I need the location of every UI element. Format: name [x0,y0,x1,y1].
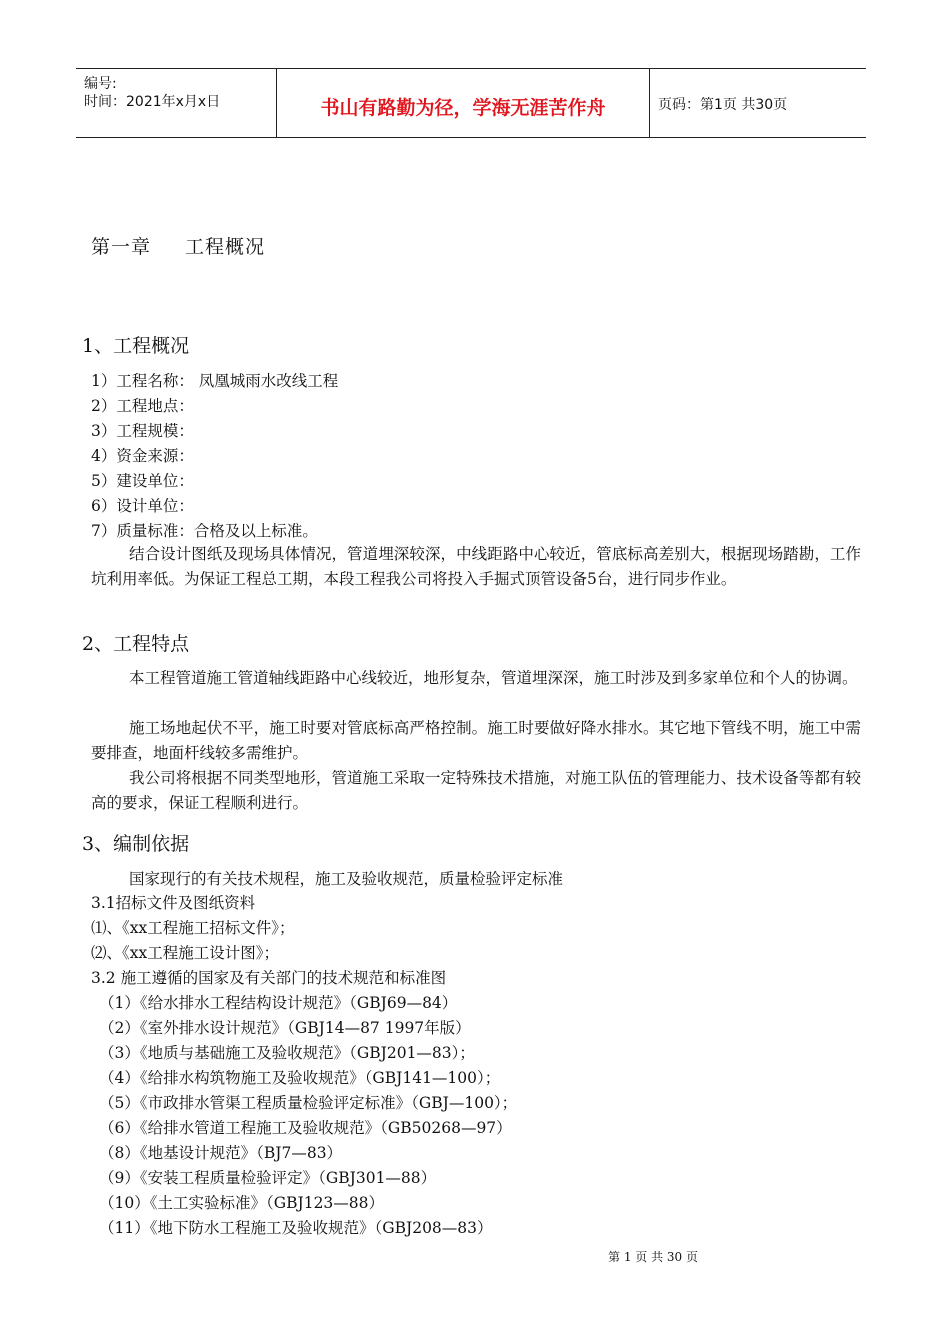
project-item: 4）资金来源： [91,447,194,465]
section-heading-1: 1、工程概况 [82,335,190,357]
project-item: 2）工程地点： [91,397,194,415]
project-item: 6）设计单位： [91,497,194,515]
section1-paragraph: 结合设计图纸及现场具体情况，管道埋深较深，中线距路中心较近，管底标高差别大，根据现场踏勘，工作坑利用率低。为保证工程总工期，本段工程我公司将投入手掘式顶管设备5台，进行同步作业。 [91,545,861,588]
section2-paragraph: 我公司将根据不同类型地形，管道施工采取一定特殊技术措施，对施工队伍的管理能力、技术设备等都有较高的要求，保证工程顺利进行。 [91,769,861,812]
section2-paragraph: 本工程管道施工管道轴线距路中心线较近，地形复杂，管道埋深深，施工时涉及到多家单位和个人的协调。 [129,669,858,687]
section3-intro: 国家现行的有关技术规程，施工及验收规范，质量检验评定标准 [129,870,564,888]
standard-item: （11）《地下防水工程施工及验收规范》（GBJ208—83） [99,1219,493,1237]
chapter-name: 工程概况 [185,236,266,258]
section-heading-2: 2、工程特点 [82,633,190,655]
project-item: 5）建设单位： [91,472,194,490]
standard-item: （8）《地基设计规范》（BJ7—83） [99,1144,343,1162]
standard-item: （6）《给排水管道工程施工及验收规范》（GB50268—97） [99,1119,512,1137]
subsection-3-1: 3.1招标文件及图纸资料 [91,894,256,912]
standard-item: （3）《地质与基础施工及验收规范》（GBJ201—83）； [99,1044,475,1062]
section2-paragraph: 施工场地起伏不平，施工时要对管底标高严格控制。施工时要做好降水排水。其它地下管线不明，施工中需要排查，地面杆线较多需维护。 [91,719,861,762]
standard-item: （2）《室外排水设计规范》（GBJ14—87 1997年版） [99,1019,471,1037]
project-item: 1）工程名称： 凤凰城雨水改线工程 [91,372,339,390]
header-center-cell [277,69,650,137]
document-number-label: 编号: [84,76,117,92]
page-footer: 第 1 页 共 30 页 [608,1250,698,1264]
chapter-title [91,232,265,259]
header-motto: 书山有路勤为径，学海无涯苦作舟 [320,97,606,119]
header-page-info: 页码：第1页 共30页 [658,97,788,113]
header-right-cell [650,69,866,137]
project-item: 3）工程规模： [91,422,194,440]
chapter-number: 第一章 [91,236,152,258]
page-header [76,68,866,138]
subsection-3-2: 3.2 施工遵循的国家及有关部门的技术规范和标准图 [91,969,447,987]
standard-item: （4）《给排水构筑物施工及验收规范》（GBJ141—100）； [99,1069,501,1087]
document-time-label: 时间：2021年x月x日 [84,94,221,110]
project-item: 7）质量标准：合格及以上标准。 [91,522,318,540]
standard-item: （10）《土工实验标准》（GBJ123—88） [99,1194,385,1212]
reference-doc: ⑵、《xx工程施工设计图》； [91,944,279,962]
reference-doc: ⑴、《xx工程施工招标文件》； [91,919,295,937]
standard-item: （1）《给水排水工程结构设计规范》（GBJ69—84） [99,994,458,1012]
standard-item: （5）《市政排水管渠工程质量检验评定标准》（GBJ—100）； [99,1094,518,1112]
section-heading-3: 3、编制依据 [82,833,190,855]
standard-item: （9）《安装工程质量检验评定》（GBJ301—88） [99,1169,437,1187]
header-left-cell [76,69,277,137]
